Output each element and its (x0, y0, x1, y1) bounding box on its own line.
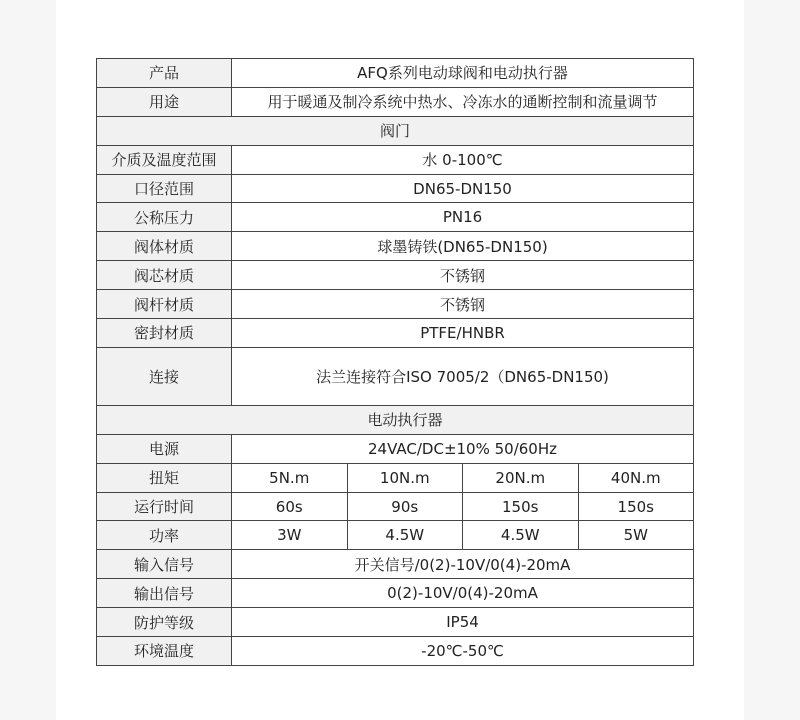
row-label: 运行时间 (97, 492, 232, 521)
table-row (97, 290, 694, 319)
row-label: 阀芯材质 (97, 261, 232, 290)
table-row (97, 463, 694, 492)
table-row (97, 203, 694, 232)
row-label: 阀体材质 (97, 232, 232, 261)
section-row (97, 116, 694, 145)
row-value: 法兰连接符合ISO 7005/2（DN65-DN150) (232, 347, 694, 405)
section-row (97, 405, 694, 434)
row-cell: 4.5W (463, 521, 579, 550)
row-cell: 10N.m (347, 463, 463, 492)
row-label: 阀杆材质 (97, 290, 232, 319)
row-label: 连接 (97, 347, 232, 405)
row-cell: 90s (347, 492, 463, 521)
row-label: 密封材质 (97, 319, 232, 348)
table-row (97, 319, 694, 348)
row-value: DN65-DN150 (232, 174, 694, 203)
row-label: 口径范围 (97, 174, 232, 203)
row-cell: 150s (578, 492, 694, 521)
row-value: 不锈钢 (232, 261, 694, 290)
table-row (97, 145, 694, 174)
row-label: 扭矩 (97, 463, 232, 492)
row-value: 水 0-100℃ (232, 145, 694, 174)
row-cell: 5N.m (232, 463, 348, 492)
row-label: 输出信号 (97, 579, 232, 608)
row-value: -20℃-50℃ (232, 637, 694, 666)
table-row (97, 492, 694, 521)
row-value: 用于暖通及制冷系统中热水、冷冻水的通断控制和流量调节 (232, 87, 694, 116)
row-label: 输入信号 (97, 550, 232, 579)
row-value: PN16 (232, 203, 694, 232)
table-row (97, 232, 694, 261)
row-value: 球墨铸铁(DN65-DN150) (232, 232, 694, 261)
row-cell: 60s (232, 492, 348, 521)
row-cell: 40N.m (578, 463, 694, 492)
table-row (97, 579, 694, 608)
row-cell: 5W (578, 521, 694, 550)
row-value: PTFE/HNBR (232, 319, 694, 348)
row-cell: 150s (463, 492, 579, 521)
row-cell: 3W (232, 521, 348, 550)
row-value: 24VAC/DC±10% 50/60Hz (232, 434, 694, 463)
table-row (97, 550, 694, 579)
row-cell: 4.5W (347, 521, 463, 550)
row-label: 公称压力 (97, 203, 232, 232)
row-value: AFQ系列电动球阀和电动执行器 (232, 59, 694, 88)
table-row (97, 87, 694, 116)
row-value: 不锈钢 (232, 290, 694, 319)
row-label: 用途 (97, 87, 232, 116)
table-row (97, 261, 694, 290)
row-value: 0(2)-10V/0(4)-20mA (232, 579, 694, 608)
row-value: IP54 (232, 608, 694, 637)
spec-table (96, 58, 694, 666)
table-row (97, 347, 694, 405)
table-row (97, 608, 694, 637)
row-label: 介质及温度范围 (97, 145, 232, 174)
section-heading-valve: 阀门 (97, 116, 694, 145)
row-label: 产品 (97, 59, 232, 88)
table-row (97, 59, 694, 88)
row-label: 防护等级 (97, 608, 232, 637)
row-cell: 20N.m (463, 463, 579, 492)
row-label: 功率 (97, 521, 232, 550)
row-label: 环境温度 (97, 637, 232, 666)
section-heading-actuator: 电动执行器 (97, 405, 694, 434)
table-row (97, 637, 694, 666)
row-label: 电源 (97, 434, 232, 463)
table-row (97, 174, 694, 203)
table-row (97, 521, 694, 550)
table-row (97, 434, 694, 463)
row-value: 开关信号/0(2)-10V/0(4)-20mA (232, 550, 694, 579)
